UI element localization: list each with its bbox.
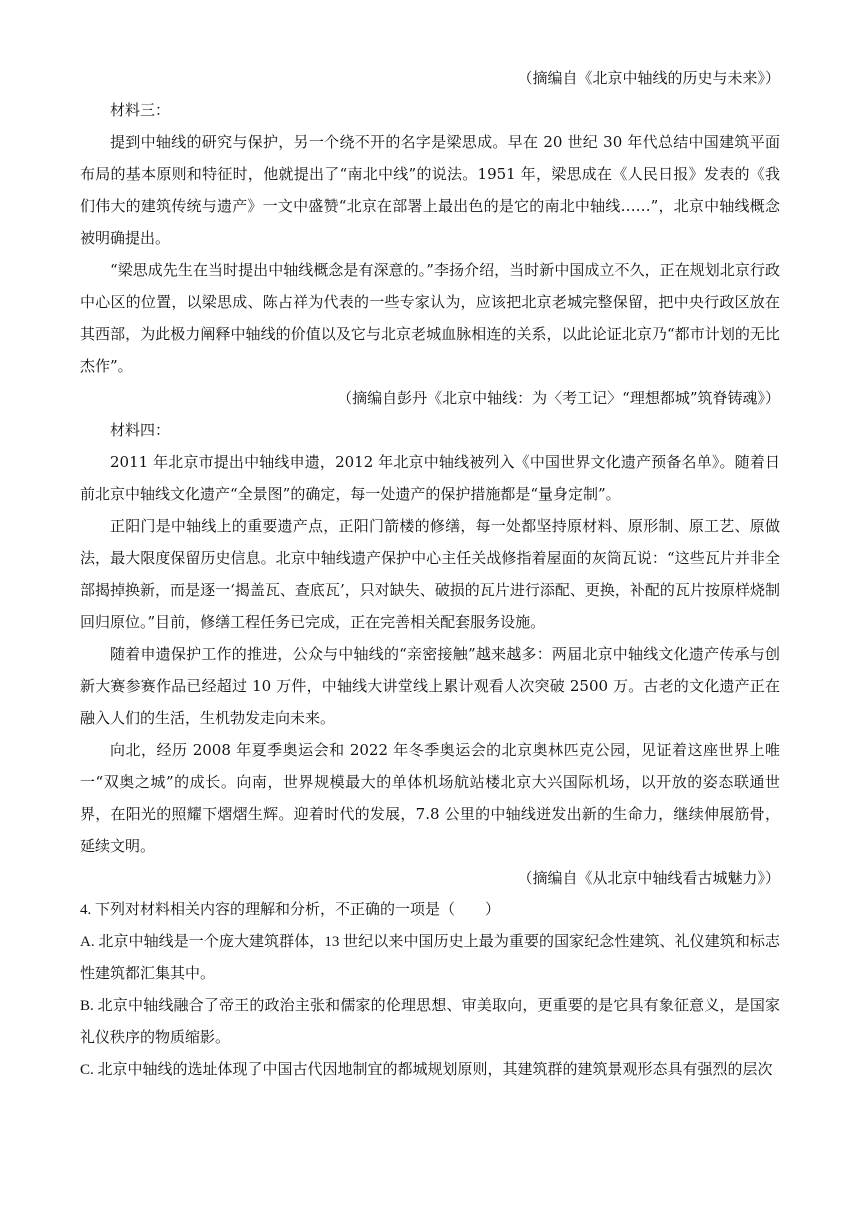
paragraph: 随着申遗保护工作的推进，公众与中轴线的“亲密接触”越来越多：两届北京中轴线文化遗产传承与创新大赛参赛作品已经超过 10 万件，中轴线大讲堂线上累计观看人次突破 2500 万。古老的文化遗产正在融入人们的生活，生机勃发走向未来。: [80, 645, 780, 727]
option-c: C. 北京中轴线的选址体现了中国古代因地制宜的都城规划原则，其建筑群的建筑景观形态具有强烈的层次: [80, 1062, 773, 1078]
material-3-label: 材料三：: [110, 101, 171, 119]
paragraph: “梁思成先生在当时提出中轴线概念是有深意的。”李扬介绍，当时新中国成立不久，正在规划北京行政中心区的位置，以梁思成、陈占祥为代表的一些专家认为，应该把北京老城完整保留，把中央行政区放在其西部，为此极力阐释中轴线的价值以及它与北京老城血脉相连的关系，以此论证北京乃“都市计划的无比杰作”。: [80, 261, 780, 375]
option-b: B. 北京中轴线融合了帝王的政治主张和儒家的伦理思想、审美取向，更重要的是它具有象征意义，是国家礼仪秩序的物质缩影。: [80, 998, 780, 1046]
option-a: A. 北京中轴线是一个庞大建筑群体，13 世纪以来中国历史上最为重要的国家纪念性建筑、礼仪建筑和标志性建筑都汇集其中。: [80, 934, 780, 982]
paragraph: 提到中轴线的研究与保护，另一个绕不开的名字是梁思成。早在 20 世纪 30 年代总结中国建筑平面布局的基本原则和特征时，他就提出了“南北中线”的说法。1951 年，梁思成在《人民日报》发表的《我们伟大的建筑传统与遗产》一文中盛赞“北京在部署上最出色的是它的南北中轴线……”，北京中轴线概念被明确提出。: [80, 133, 780, 247]
paragraph: 2011 年北京市提出中轴线申遗，2012 年北京中轴线被列入《中国世界文化遗产预备名单》。随着日前北京中轴线文化遗产“全景图”的确定，每一处遗产的保护措施都是“量身定制”。: [80, 453, 780, 503]
material-4-label: 材料四：: [110, 421, 171, 439]
paragraph: 正阳门是中轴线上的重要遗产点，正阳门箭楼的修缮，每一处都坚持原材料、原形制、原工艺、原做法，最大限度保留历史信息。北京中轴线遗产保护中心主任关战修指着屋面的灰筒瓦说：“这些瓦片并非全部揭掉换新，而是逐一‘揭盖瓦、查底瓦’，只对缺失、破损的瓦片进行添配、更换，补配的瓦片按原样烧制回归原位。”目前，修缮工程任务已完成，正在完善相关配套服务设施。: [80, 517, 780, 631]
question-4: 4. 下列对材料相关内容的理解和分析，不正确的一项是（ ）: [80, 902, 501, 918]
document-page: [80, 62, 780, 1086]
source-citation-2: （摘编自彭丹《北京中轴线：为〈考工记〉“理想都城”筑脊铸魂》）: [337, 389, 780, 407]
source-citation-3: （摘编自《从北京中轴线看古城魅力》）: [517, 869, 780, 887]
source-citation-1: （摘编自《北京中轴线的历史与未来》）: [517, 69, 780, 87]
paragraph: 向北，经历 2008 年夏季奥运会和 2022 年冬季奥运会的北京奥林匹克公园，见证着这座世界上唯一“双奥之城”的成长。向南，世界规模最大的单体机场航站楼北京大兴国际机场，以开放的姿态联通世界，在阳光的照耀下熠熠生辉。迎着时代的发展，7.8 公里的中轴线迸发出新的生命力，继续伸展筋骨，延续文明。: [80, 741, 780, 855]
